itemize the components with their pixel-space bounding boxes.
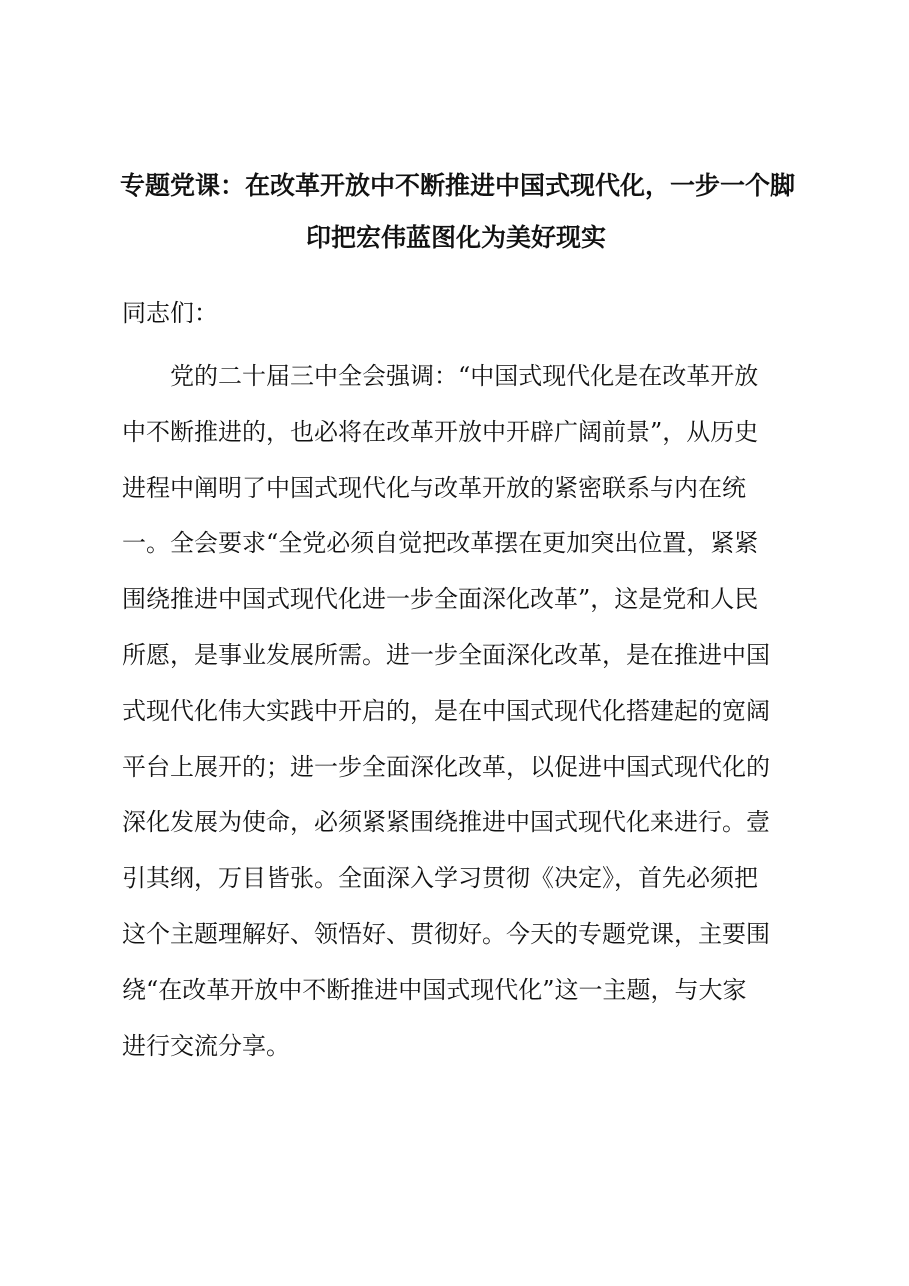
paragraph-line-6: 所愿，是事业发展所需。进一步全面深化改革，是在推进中国 bbox=[122, 640, 770, 669]
paragraph-line-1: 党的二十届三中全会强调：“中国式现代化是在改革开放 bbox=[170, 362, 759, 390]
paragraph-line-4: 一。全会要求“全党必须自觉把改革摆在更加突出位置，紧紧 bbox=[122, 529, 759, 558]
salutation: 同志们： bbox=[122, 299, 218, 327]
paragraph-line-10: 引其纲，万目皆张。全面深入学习贯彻《决定》，首先必须把 bbox=[122, 864, 758, 893]
paragraph-line-5: 围绕推进中国式现代化进一步全面深化改革”，这是党和人民 bbox=[122, 585, 759, 614]
title-line-1: 专题党课：在改革开放中不断推进中国式现代化，一步一个脚 bbox=[120, 171, 796, 200]
paragraph-line-12: 绕“在改革开放中不断推进中国式现代化”这一主题，与大家 bbox=[122, 975, 747, 1004]
paragraph-line-8: 平台上展开的；进一步全面深化改革，以促进中国式现代化的 bbox=[122, 752, 770, 781]
paragraph-line-3: 进程中阐明了中国式现代化与改革开放的紧密联系与内在统 bbox=[122, 473, 746, 502]
paragraph-line-7: 式现代化伟大实践中开启的，是在中国式现代化搭建起的宽阔 bbox=[122, 696, 770, 725]
paragraph-line-9: 深化发展为使命，必须紧紧围绕推进中国式现代化来进行。壹 bbox=[122, 808, 770, 837]
body-paragraph bbox=[122, 349, 787, 1074]
paragraph-line-11: 这个主题理解好、领悟好、贯彻好。今天的专题党课，主要围 bbox=[122, 919, 770, 948]
paragraph-line-2: 中不断推进的，也必将在改革开放中开辟广阔前景”，从历史 bbox=[122, 417, 759, 446]
paragraph-line-13: 进行交流分享。 bbox=[122, 1031, 290, 1060]
title-line-2: 印把宏伟蓝图化为美好现实 bbox=[305, 223, 606, 252]
document-title bbox=[120, 160, 796, 264]
